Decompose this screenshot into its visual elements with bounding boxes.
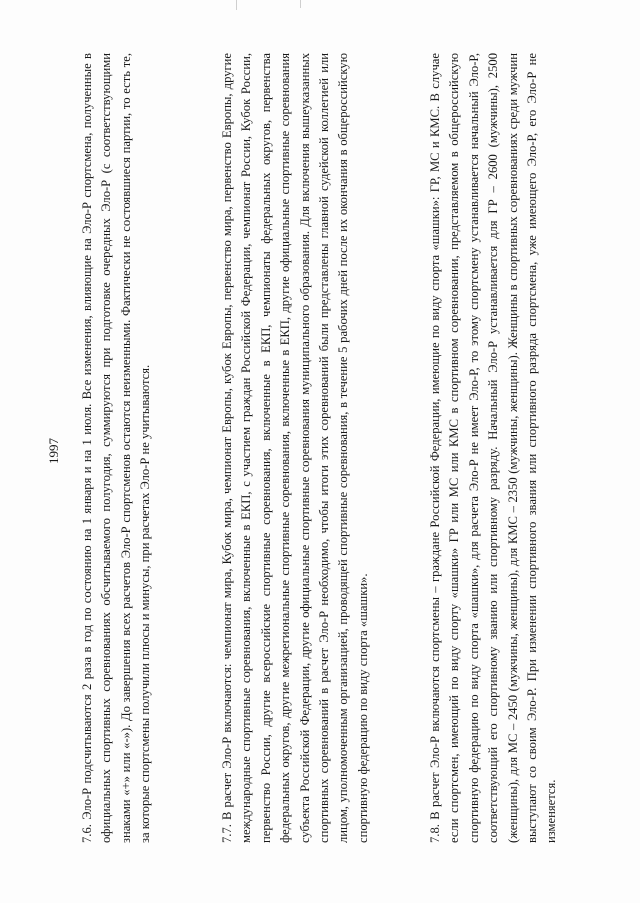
paragraph-7-6 <box>78 53 156 843</box>
rotated-text-block <box>40 41 600 861</box>
page-number: 1997 <box>46 438 61 464</box>
scan-artifact <box>300 0 301 8</box>
paragraph-7-7 <box>218 53 373 843</box>
paragraph-7-8 <box>426 53 562 843</box>
paragraph-text: 7.6. Эло-Р подсчитываются 2 раза в год по состоянию на 1 января и на 1 июля. Все изменения, влияющие на Эло-Р спортсмена, полученные в официальных спортивных соревнованиях обсчитываемого полугодия, суммируются при подготовке очередных Эло-Р (с соответствующими знаками «+» или «-»). До завершения всех расчетов Эло-Р спортсменов остаются неизменными. Фактически не состоявшиеся партии, то есть те, за которые спортсмены получили плюсы и минусы, при расчетах Эло-Р не учитываются. <box>80 53 153 843</box>
scan-artifact <box>236 0 237 10</box>
paragraph-text: 7.8. В расчет Эло-Р включаются спортсмены – граждане Российской Федерации, имеющие по виду спорта «шашки»: ГР, МС и КМС. В случае если спортсмен, имеющий по виду спорту «шашки» ГР или МС или КМС в спортивном соревновании, представляемом в общероссийскую спортивную федерацию по виду спорта «шашки», для расчета Эло-Р не имеет Эло-Р, то этому спортсмену устанавливается начальный Эло-Р, соответствующий его спортивному званию или спортивному разряду. Начальный Эло-Р устанавливается для ГР – 2600 (мужчины), 2500 (женщины), для МС – 2450 (мужчины, женщины), для КМС – 2350 (мужчины, женщины). Женщины в спортивных соревнованиях среди мужчин выступают со своим Эло-Р. При изменении спортивного звания или спортивного разряда спортсмена, уже имеющего Эло-Р, его Эло-Р не изменяется. <box>428 53 559 843</box>
paragraph-text: 7.7. В расчет Эло-Р включаются: чемпионат мира, Кубок мира, чемпионат Европы, кубок Европы, первенство мира, первенство Европы, другие международные спортивные соревнования, включенные в ЕКП, с участием граждан Российской Федерации, чемпионат России, Кубок России, первенство России, другие всероссийские спортивные соревнования, включенные в ЕКП, чемпионаты федеральных округов, первенства федеральных округов, другие межрегиональные спортивные соревнования, включенные в ЕКП, другие официальные спортивные соревнования субъекта Российской Федерации, другие официальные спортивные соревнования муниципального образования. Для включения вышеуказанных спортивных соревнований в расчет Эло-Р необходимо, чтобы итоги этих соревнований были представлены главной судейской коллегией или лицом, уполномоченным организацией, проводящей спортивные соревнования, в течение 5 рабочих дней после их окончания в общероссийскую спортивную федерацию по виду спорта «шашки». <box>220 53 370 843</box>
